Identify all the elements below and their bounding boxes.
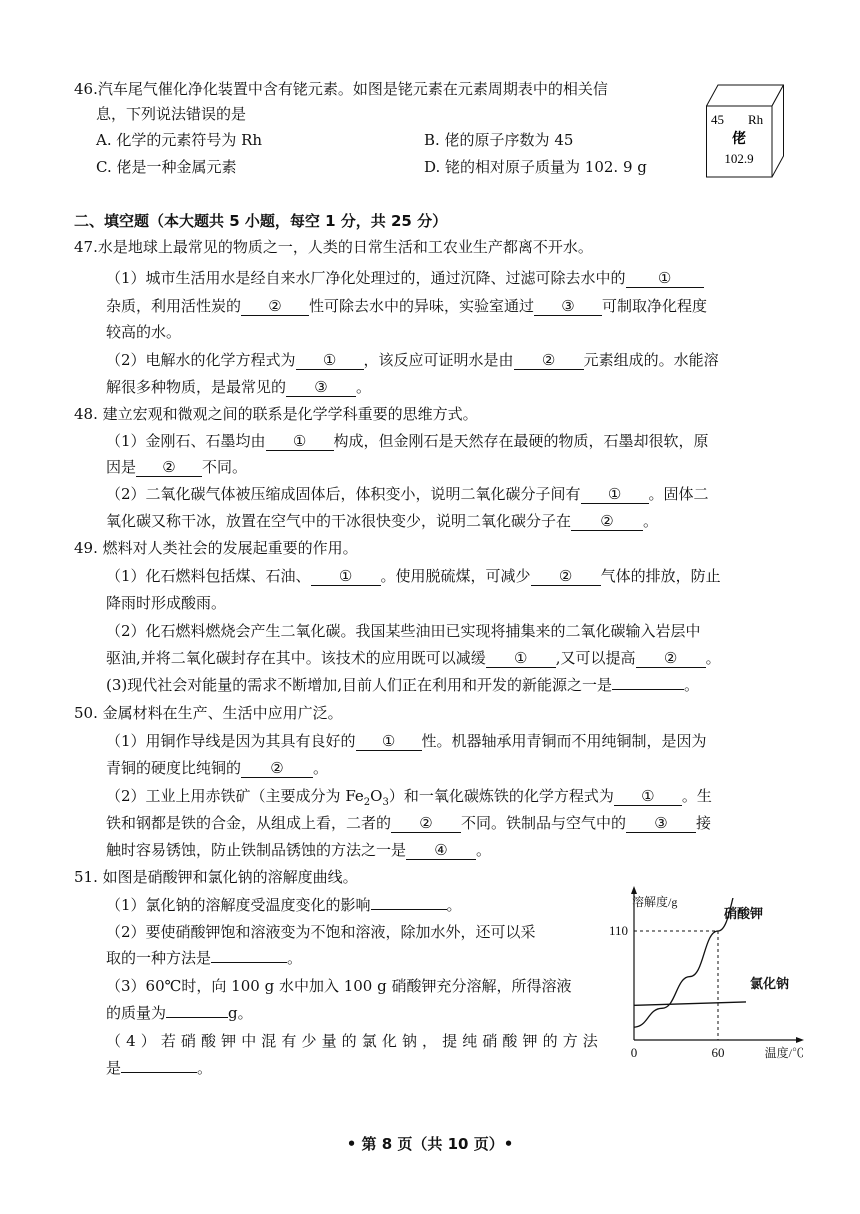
series-nacl-label: 氯化钠 xyxy=(750,977,790,992)
blank-50-1-2[interactable]: ② xyxy=(241,759,313,778)
text: 元素组成的。水能溶 xyxy=(583,351,719,369)
q51-line7-char: 酸 xyxy=(201,1032,217,1050)
q51-line7-char: 氯 xyxy=(361,1032,377,1050)
q49-line4: （2）化石燃料燃烧会产生二氧化碳。我国某些油田已实现将捕集来的二氧化碳输入岩层中 xyxy=(106,622,701,640)
q46-option-c: C. 佬是一种金属元素 xyxy=(96,158,237,176)
text: 。固体二 xyxy=(648,485,709,503)
q47-line3 xyxy=(106,296,707,316)
q51-line8 xyxy=(106,1058,212,1078)
q51-line7-char: 化 xyxy=(381,1032,397,1050)
blank-48-2-1[interactable]: ① xyxy=(581,485,649,504)
y-axis-arrow xyxy=(631,886,637,894)
element-symbol: Rh xyxy=(748,112,764,127)
blank-50-2-2[interactable]: ② xyxy=(391,814,461,833)
text: （1）用铜作导线是因为其具有良好的 xyxy=(106,732,356,750)
q51-line7-char: 硝 xyxy=(482,1032,498,1050)
blank-49-1-1[interactable]: ① xyxy=(311,567,381,586)
q51-line7-char: 提 xyxy=(442,1032,458,1050)
blank-49-3[interactable] xyxy=(612,689,684,690)
q47-line2 xyxy=(106,268,704,288)
q51-line7-char: 方 xyxy=(562,1032,578,1050)
q46-option-b: B. 佬的原子序数为 45 xyxy=(424,131,574,149)
q48-line2 xyxy=(106,431,709,451)
q49-stem: 49. 燃料对人类社会的发展起重要的作用。 xyxy=(74,539,358,557)
q51-line6 xyxy=(106,1003,253,1023)
q49-line3: 降雨时形成酸雨。 xyxy=(106,594,227,612)
text: 可制取净化程度 xyxy=(602,297,708,315)
q51-line7-char: 有 xyxy=(281,1032,297,1050)
text: 不同。铁制品与空气中的 xyxy=(461,814,627,832)
q51-line7-char: 钾 xyxy=(522,1032,538,1050)
x-axis-label: 温度/℃ xyxy=(764,1046,804,1060)
q51-line2 xyxy=(106,895,462,915)
q51-line7-char: 酸 xyxy=(502,1032,518,1050)
q51-line7-char: 少 xyxy=(301,1032,317,1050)
x-tick-0: 0 xyxy=(630,1045,638,1060)
element-name: 佬 xyxy=(732,131,746,147)
q51-line7-char: 量 xyxy=(321,1032,337,1050)
q48-line5 xyxy=(106,511,658,531)
text: （1）金刚石、石墨均由 xyxy=(106,432,266,450)
series-nacl-line xyxy=(634,1002,746,1005)
text: 铁和钢都是铁的合金，从组成上看，二者的 xyxy=(106,814,392,832)
blank-51-1[interactable] xyxy=(371,909,447,910)
q51-line7-char: 纯 xyxy=(462,1032,478,1050)
q51-line4 xyxy=(106,948,302,968)
text: 。 xyxy=(643,512,659,530)
page-footer: • 第 8 页（共 10 页）• xyxy=(346,1135,514,1153)
text: 触时容易锈蚀，防止铁制品锈蚀的方法之一是 xyxy=(106,841,407,859)
text: 因是 xyxy=(106,458,137,476)
q51-line7-char: 的 xyxy=(542,1032,558,1050)
text: 驱油,并将二氧化碳封存在其中。该技术的应用既可以减缓 xyxy=(106,649,486,667)
text: （2）工业上用赤铁矿（主要成分为 Fe xyxy=(106,787,364,805)
q47-line4: 较高的水。 xyxy=(106,323,182,341)
text: 的质量为 xyxy=(106,1004,167,1022)
blank-49-1-2[interactable]: ② xyxy=(531,567,601,586)
text: ，该反应可证明水是由 xyxy=(363,351,514,369)
text: 。 xyxy=(705,649,721,667)
text: （2）二氧化碳气体被压缩成固体后，体积变小，说明二氧化碳分子间有 xyxy=(106,485,581,503)
text: g。 xyxy=(228,1004,253,1022)
q51-line7-char: ， xyxy=(422,1032,438,1050)
q51-line7-char: 4 xyxy=(126,1032,136,1050)
q51-line7-char: ） xyxy=(140,1032,156,1050)
text: 。使用脱硫煤，可减少 xyxy=(380,567,531,585)
text: （1）城市生活用水是经自来水厂净化处理过的，通过沉降、过滤可除去水中的 xyxy=(106,269,626,287)
y-tick-110: 110 xyxy=(610,923,628,938)
q51-line7-char: 硝 xyxy=(180,1032,196,1050)
blank-48-1-2[interactable]: ② xyxy=(136,458,202,477)
q51-line7-char: 钾 xyxy=(221,1032,237,1050)
q51-line3: （2）要使硝酸钾饱和溶液变为不饱和溶液，除加水外，还可以采 xyxy=(106,923,536,941)
q51-line5: （3）60℃时，向 100 g 水中加入 100 g 硝酸钾充分溶解，所得溶液 xyxy=(106,977,572,995)
blank-49-2-1[interactable]: ① xyxy=(486,649,556,668)
text: 构成，但金刚石是天然存在最硬的物质，石墨却很软，原 xyxy=(333,432,709,450)
q51-line7-char: （ xyxy=(106,1032,122,1050)
q49-line6 xyxy=(106,675,699,695)
text: 。 xyxy=(684,676,700,694)
series-kno3-label: 硝酸钾 xyxy=(724,907,764,922)
q51-line7-char: 若 xyxy=(160,1032,176,1050)
q50-line5 xyxy=(106,813,711,833)
blank-48-1-1[interactable]: ① xyxy=(266,432,334,451)
blank-49-2-2[interactable]: ② xyxy=(636,649,706,668)
blank-47-2-1[interactable]: ① xyxy=(296,351,364,370)
text: 氧化碳又称干冰，放置在空气中的干冰很快变少，说明二氧化碳分子在 xyxy=(106,512,572,530)
y-axis-label: 溶解度/g xyxy=(632,895,678,909)
solubility-chart-svg xyxy=(610,876,805,1066)
q51-line7-char: 混 xyxy=(261,1032,277,1050)
blank-51-4[interactable] xyxy=(121,1072,197,1073)
q49-line2 xyxy=(106,566,721,586)
blank-47-2-2[interactable]: ② xyxy=(514,351,584,370)
q50-line6 xyxy=(106,840,491,860)
text: ）和一氧化碳炼铁的化学方程式为 xyxy=(388,787,614,805)
q51-line7-char: 中 xyxy=(241,1032,257,1050)
text: 杂质，利用活性炭的 xyxy=(106,297,242,315)
blank-51-3[interactable] xyxy=(166,1017,228,1018)
text: （1）氯化钠的溶解度受温度变化的影响 xyxy=(106,896,371,914)
q47-stem: 47.水是地球上最常见的物质之一，人类的日常生活和工农业生产都离不开水。 xyxy=(74,238,593,256)
q50-line2 xyxy=(106,731,707,751)
text: （2）电解水的化学方程式为 xyxy=(106,351,296,369)
element-cell xyxy=(706,78,784,178)
q48-stem: 48. 建立宏观和微观之间的联系是化学学科重要的思维方式。 xyxy=(74,405,478,423)
subscript: 3 xyxy=(382,797,389,808)
text: O xyxy=(370,787,383,805)
x-axis-arrow xyxy=(796,1037,804,1043)
q46-stem-line2: 息，下列说法错误的是 xyxy=(96,105,247,123)
blank-50-2-3[interactable]: ③ xyxy=(626,814,696,833)
q51-line7-char: 的 xyxy=(341,1032,357,1050)
q46-stem-line1: 46.汽车尾气催化净化装置中含有铑元素。如图是铑元素在元素周期表中的相关信 xyxy=(74,80,608,98)
q47-line5 xyxy=(106,350,719,370)
text: 是 xyxy=(106,1059,122,1077)
text: 取的一种方法是 xyxy=(106,949,212,967)
text: 。 xyxy=(446,896,462,914)
subscript: 2 xyxy=(363,797,371,808)
text: 。 xyxy=(313,759,329,777)
text: 接 xyxy=(696,814,712,832)
q51-line7-char: 法 xyxy=(582,1032,598,1050)
blank-51-2[interactable] xyxy=(211,962,287,963)
q49-line5 xyxy=(106,648,721,668)
q51-line7-char: 钠 xyxy=(401,1032,417,1050)
text: 气体的排放，防止 xyxy=(600,567,721,585)
q50-stem: 50. 金属材料在生产、生活中应用广泛。 xyxy=(74,704,343,722)
blank-50-1-1[interactable]: ① xyxy=(356,732,422,751)
q48-line3 xyxy=(106,457,247,477)
blank-47-1-1[interactable]: ① xyxy=(626,269,704,288)
text: （1）化石燃料包括煤、石油、 xyxy=(106,567,311,585)
q50-line3 xyxy=(106,758,328,778)
text: 性可除去水中的异味，实验室通过 xyxy=(309,297,535,315)
element-cell-frame xyxy=(706,78,784,178)
text: 青铜的硬度比纯铜的 xyxy=(106,759,242,777)
text: ,又可以提高 xyxy=(555,649,636,667)
q46-option-a: A. 化学的元素符号为 Rh xyxy=(96,131,263,149)
text: 解很多种物质，是最常见的 xyxy=(106,378,287,396)
q51-stem: 51. 如图是硝酸钾和氯化钠的溶解度曲线。 xyxy=(74,868,358,886)
text: 。 xyxy=(356,378,372,396)
section-title: 二、填空题（本大题共 5 小题，每空 1 分，共 25 分） xyxy=(74,212,448,230)
blank-47-1-2[interactable]: ② xyxy=(241,297,309,316)
blank-50-2-1[interactable]: ① xyxy=(614,787,682,806)
q46-option-d: D. 铑的相对原子质量为 102. 9 g xyxy=(424,158,647,176)
x-tick-60: 60 xyxy=(711,1045,725,1060)
text: 性。机器轴承用青铜而不用纯铜制，是因为 xyxy=(421,732,707,750)
text: 不同。 xyxy=(202,458,248,476)
text: 。 xyxy=(287,949,303,967)
solubility-chart xyxy=(610,876,805,1066)
blank-47-2-3[interactable]: ③ xyxy=(286,378,356,397)
q47-line6 xyxy=(106,377,371,397)
text: 。 xyxy=(197,1059,213,1077)
text: (3)现代社会对能量的需求不断增加,目前人们正在利用和开发的新能源之一是 xyxy=(106,676,613,694)
text: 。 xyxy=(476,841,492,859)
blank-48-2-2[interactable]: ② xyxy=(571,512,643,531)
text: 。生 xyxy=(681,787,712,805)
element-number: 45 xyxy=(711,112,724,127)
q51-line7 xyxy=(106,1031,598,1051)
q50-line4 xyxy=(106,786,712,806)
blank-47-1-3[interactable]: ③ xyxy=(534,297,602,316)
blank-50-2-4[interactable]: ④ xyxy=(406,841,476,860)
element-mass: 102.9 xyxy=(724,151,754,166)
q48-line4 xyxy=(106,484,709,504)
